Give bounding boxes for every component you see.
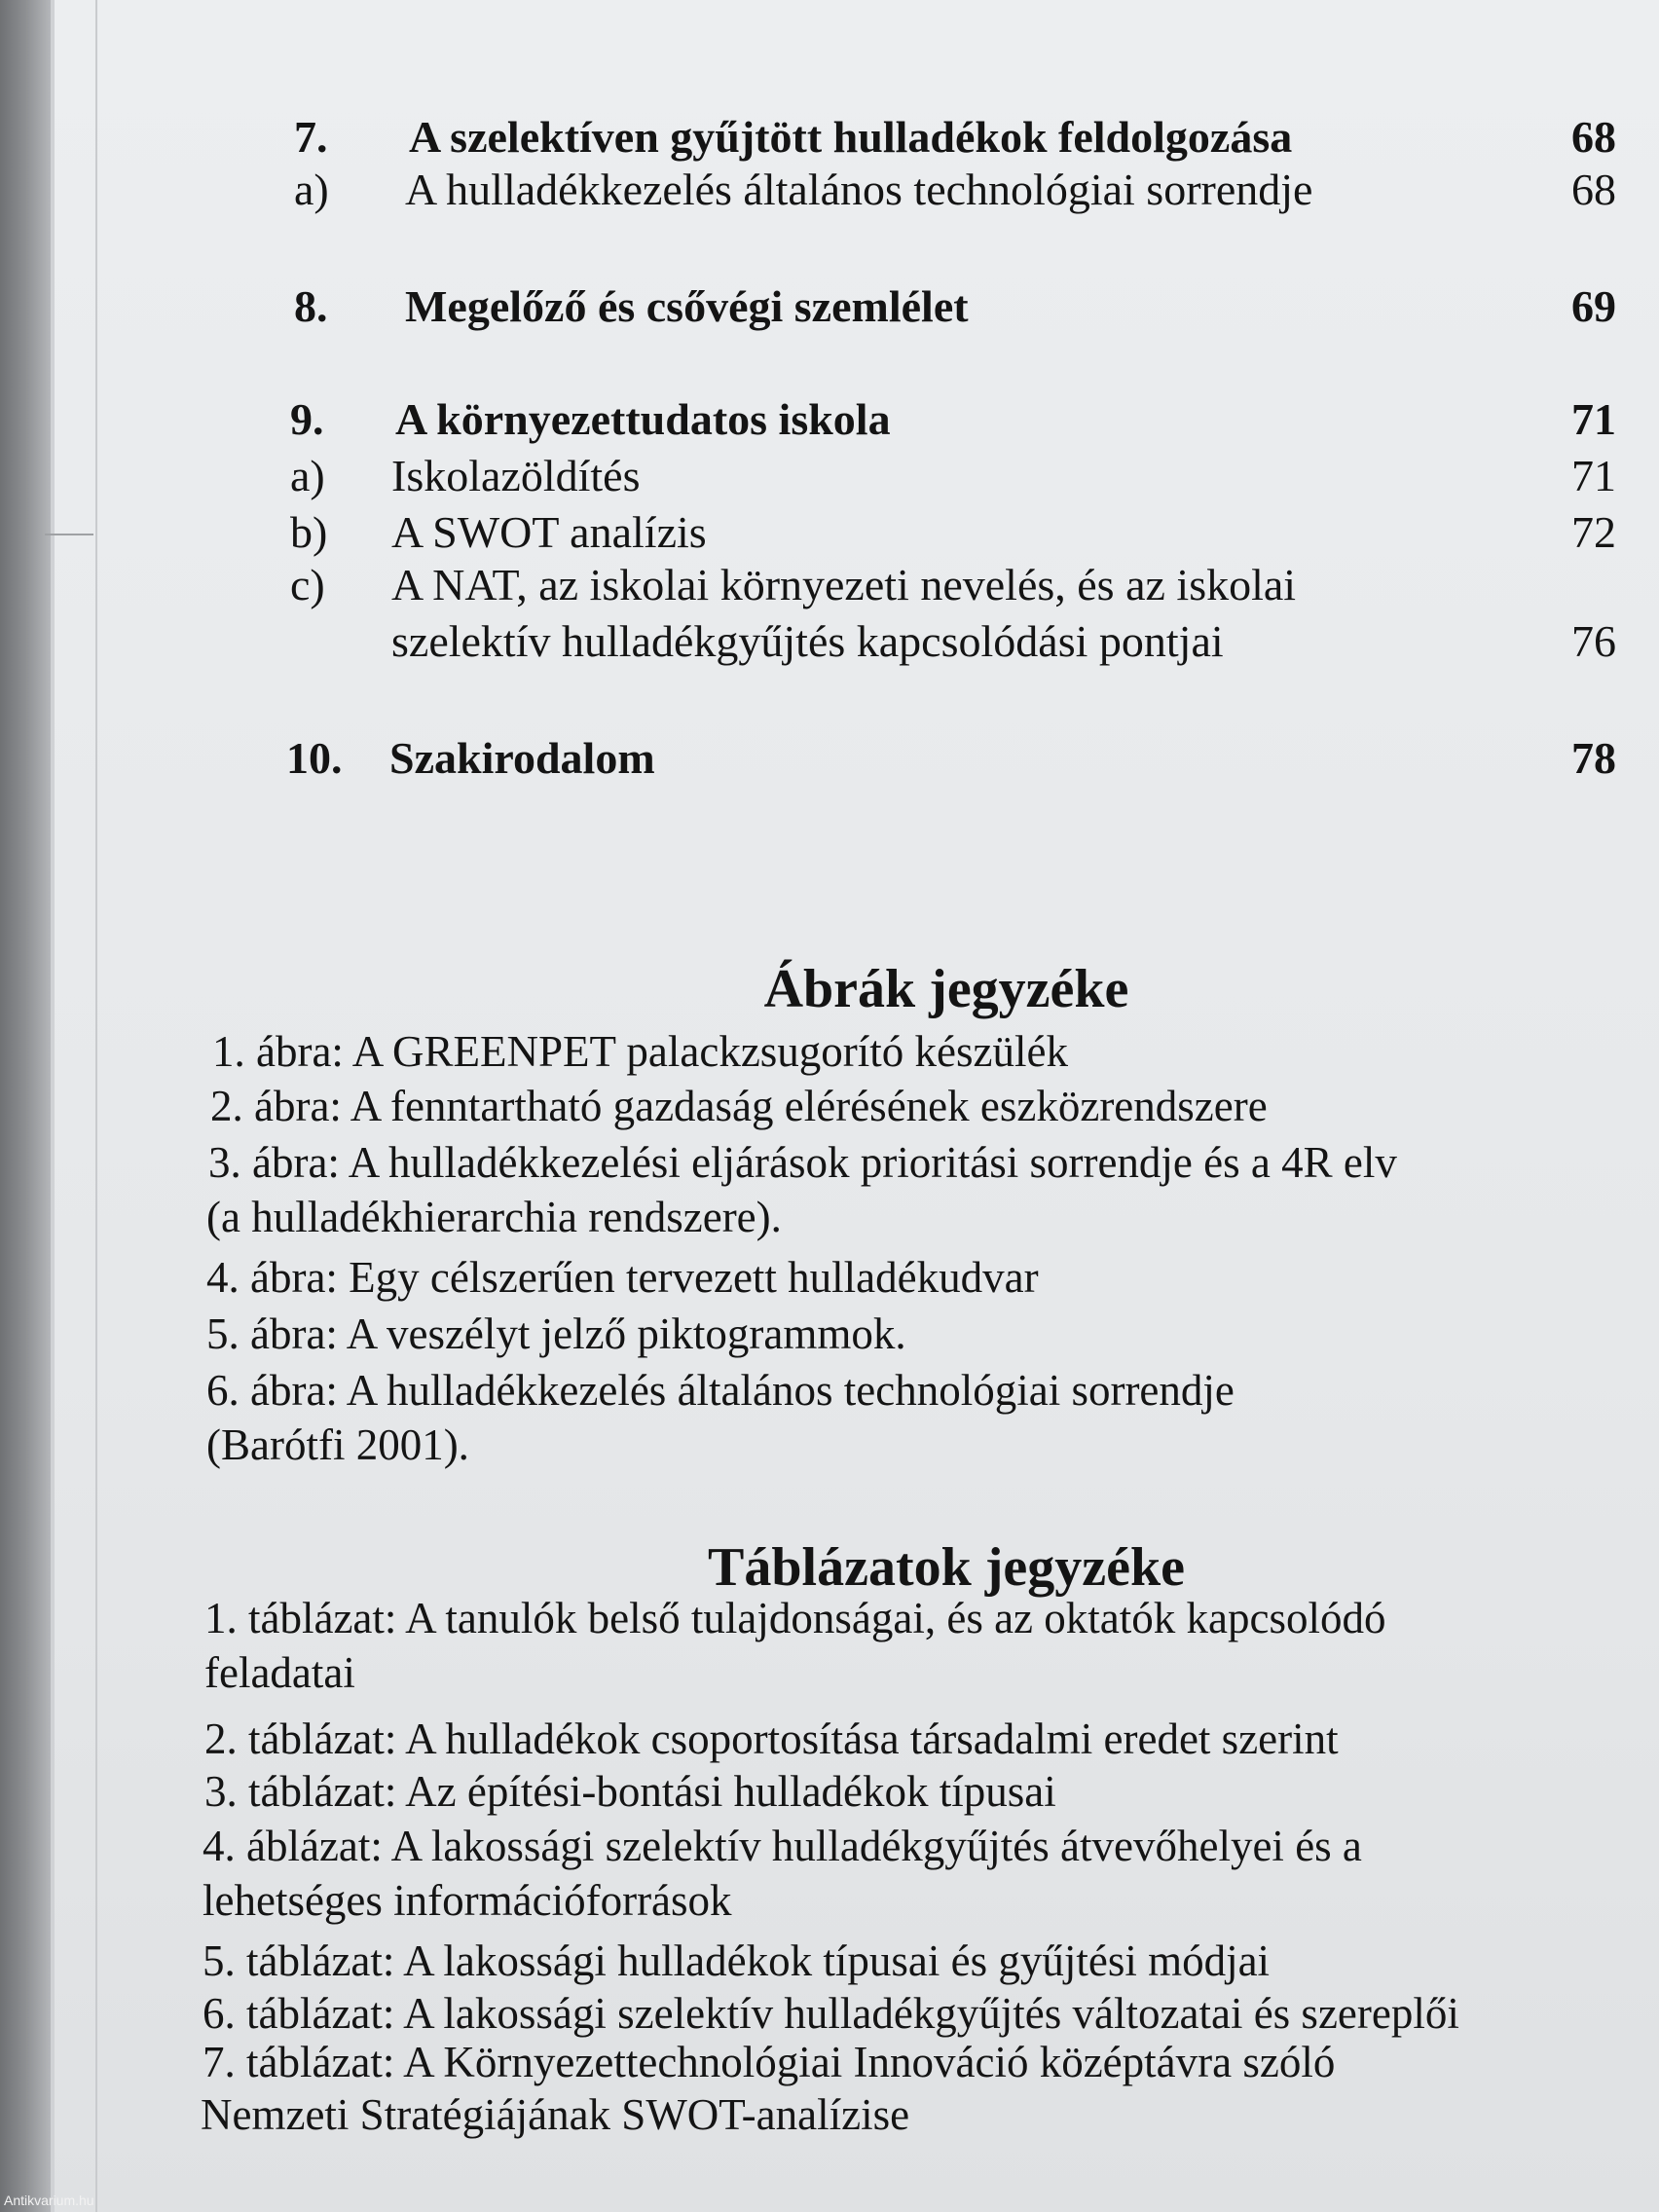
figure-list-item: 4. ábra: Egy célszerűen tervezett hulladékudvar <box>206 1253 1039 1302</box>
toc-entry-page: 71 <box>1571 394 1616 444</box>
toc-entry-number: 9. <box>290 394 324 444</box>
toc-entry-page: 68 <box>1571 165 1616 214</box>
table-list-item: Nemzeti Stratégiájának SWOT-analízise <box>201 2090 910 2139</box>
toc-entry-title: szelektív hulladékgyűjtés kapcsolódási pontjai <box>391 616 1224 666</box>
figure-list-item: 3. ábra: A hulladékkezelési eljárások prioritási sorrendje és a 4R elv <box>208 1138 1397 1187</box>
toc-entry-page: 68 <box>1571 112 1616 162</box>
toc-entry-page: 69 <box>1571 281 1616 331</box>
toc-entry-title: Megelőző és csővégi szemlélet <box>405 281 969 331</box>
figure-list-item: 1. ábra: A GREENPET palackzsugorító készülék <box>212 1027 1068 1076</box>
margin-line <box>95 0 97 2212</box>
page-binding-shadow <box>0 0 51 2212</box>
table-list-item: 1. táblázat: A tanulók belső tulajdonságai, és az oktatók kapcsolódó <box>204 1594 1386 1642</box>
figure-list-item: (Barótfi 2001). <box>206 1420 469 1469</box>
toc-entry-number: a) <box>294 165 329 214</box>
table-list-item: 5. táblázat: A lakossági hulladékok típusai és gyűjtési módjai <box>203 1936 1271 1985</box>
table-list-item: 7. táblázat: A Környezettechnológiai Innováció középtávra szóló <box>203 2038 1336 2086</box>
toc-entry-number: c) <box>290 560 325 609</box>
table-list-item: lehetséges információforrások <box>203 1876 732 1925</box>
table-list-item: feladatai <box>204 1648 355 1697</box>
toc-entry-page: 72 <box>1571 507 1616 557</box>
table-list-item: 4. áblázat: A lakossági szelektív hulladékgyűjtés átvevőhelyei és a <box>203 1822 1362 1870</box>
toc-entry-title: A SWOT analízis <box>391 507 707 557</box>
toc-entry-number: 7. <box>294 112 328 162</box>
toc-entry-page: 78 <box>1571 733 1616 783</box>
toc-entry-title: A NAT, az iskolai környezeti nevelés, és az iskolai <box>391 560 1297 609</box>
table-list-item: 3. táblázat: Az építési-bontási hulladékok típusai <box>204 1767 1056 1816</box>
toc-entry-number: a) <box>290 451 325 500</box>
toc-entry-number: 10. <box>286 733 343 783</box>
toc-entry-number: 8. <box>294 281 328 331</box>
toc-entry-page: 71 <box>1571 451 1616 500</box>
toc-entry-title: A hulladékkezelés általános technológiai sorrendje <box>405 165 1313 214</box>
watermark: Antikvarium.hu <box>4 2193 94 2208</box>
binding-notch <box>45 534 93 535</box>
binding-edge-line <box>51 0 55 2212</box>
toc-entry-number: b) <box>290 507 328 557</box>
toc-entry-title: Iskolazöldítés <box>391 451 641 500</box>
figure-list-item: (a hulladékhierarchia rendszere). <box>206 1193 782 1241</box>
tables-heading: Táblázatok jegyzéke <box>708 1537 1185 1598</box>
toc-entry-title: A környezettudatos iskola <box>395 394 891 444</box>
toc-entry-title: Szakirodalom <box>389 733 655 783</box>
figure-list-item: 6. ábra: A hulladékkezelés általános technológiai sorrendje <box>206 1366 1235 1415</box>
toc-entry-title: A szelektíven gyűjtött hulladékok feldolgozása <box>409 112 1293 162</box>
figure-list-item: 2. ábra: A fenntartható gazdaság elérésének eszközrendszere <box>210 1082 1268 1130</box>
figure-list-item: 5. ábra: A veszélyt jelző piktogrammok. <box>206 1309 906 1358</box>
table-list-item: 6. táblázat: A lakossági szelektív hulladékgyűjtés változatai és szereplői <box>203 1989 1459 2038</box>
table-list-item: 2. táblázat: A hulladékok csoportosítása társadalmi eredet szerint <box>204 1714 1339 1763</box>
toc-entry-page: 76 <box>1571 616 1616 666</box>
figures-heading: Ábrák jegyzéke <box>763 959 1129 1019</box>
